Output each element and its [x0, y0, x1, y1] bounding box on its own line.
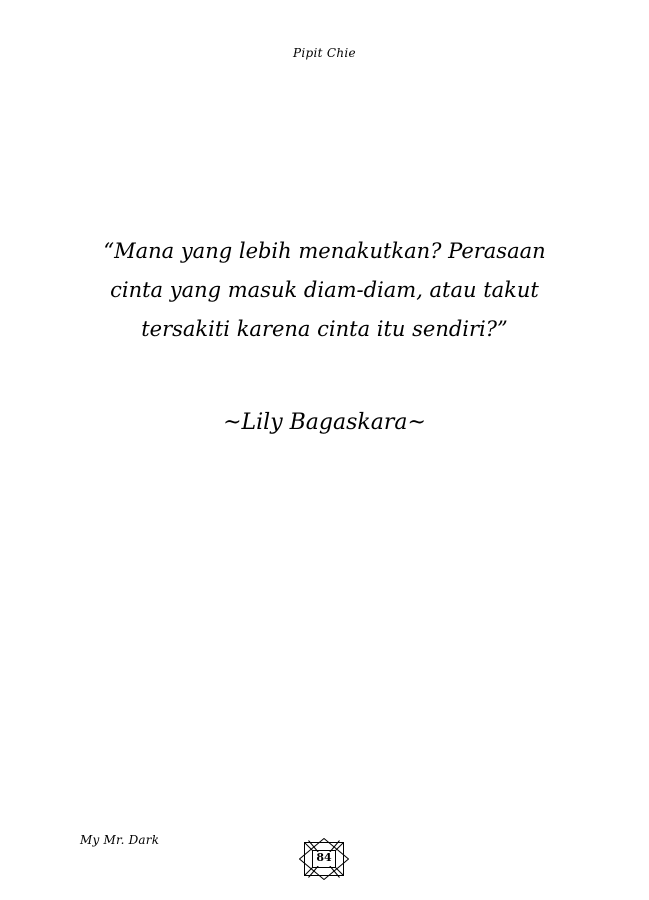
page-number-badge: [299, 838, 349, 880]
quote-attribution: ~Lily Bagaskara~: [223, 410, 426, 435]
quote-line: cinta yang masuk diam-diam, atau takut: [110, 278, 539, 302]
epigraph-quote: [80, 232, 569, 349]
quote-line: tersakiti karena cinta itu sendiri?”: [141, 317, 508, 341]
page-number: 84: [316, 851, 332, 864]
running-header-author: Pipit Chie: [293, 46, 356, 60]
running-footer-book-title: My Mr. Dark: [80, 833, 160, 847]
quote-line: “Mana yang lebih menakutkan? Perasaan: [103, 239, 546, 263]
